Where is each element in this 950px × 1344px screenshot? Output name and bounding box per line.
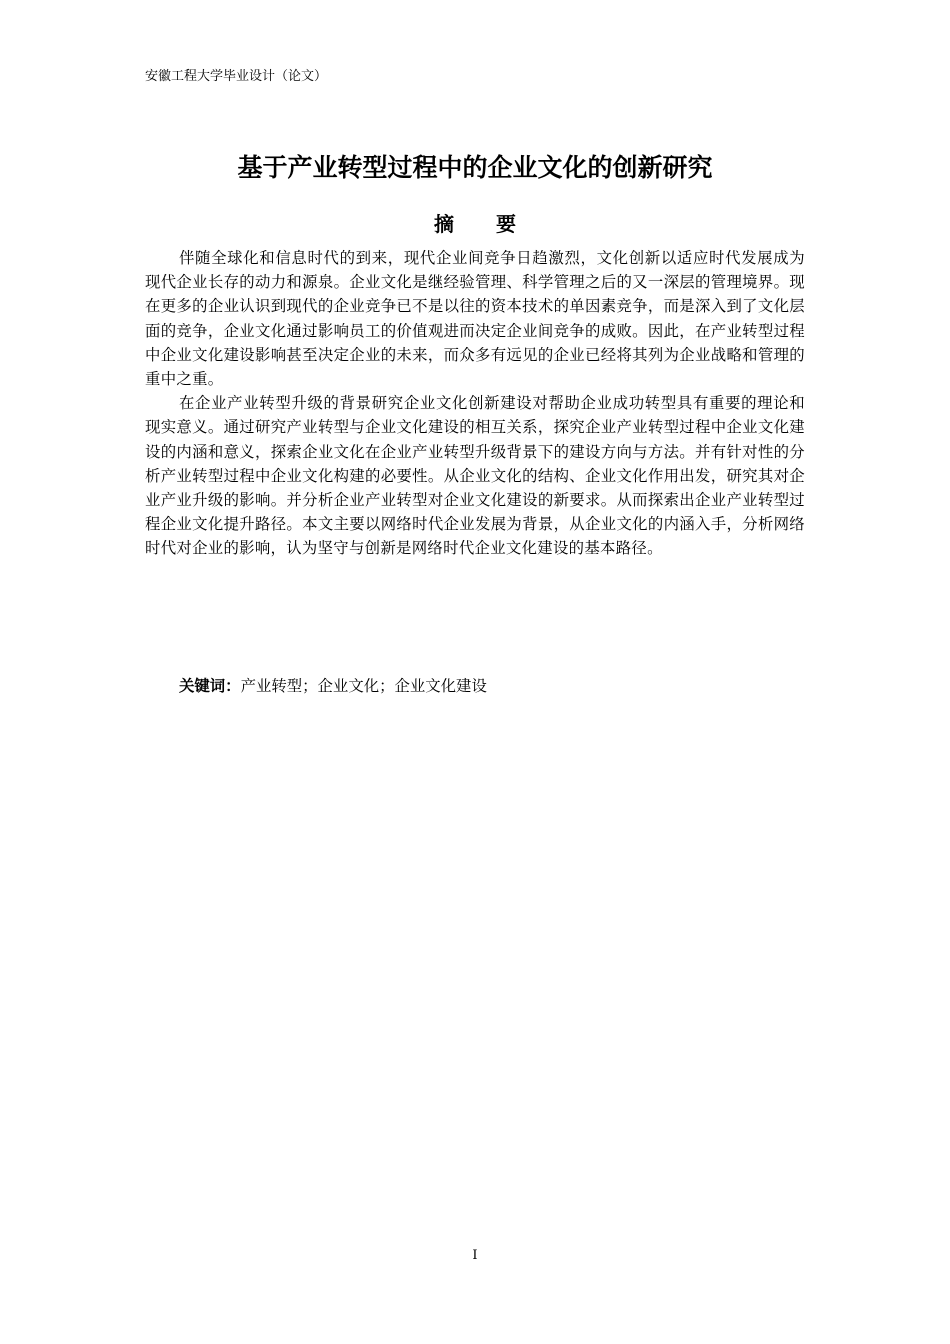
keywords-label: 关键词： (179, 677, 241, 695)
abstract-body (145, 246, 805, 561)
running-header: 安徽工程大学毕业设计（论文） (145, 69, 328, 84)
document-title: 基于产业转型过程中的企业文化的创新研究 (237, 153, 713, 182)
abstract-paragraph-2: 在企业产业转型升级的背景研究企业文化创新建设对帮助企业成功转型具有重要的理论和现实意义。通过研究产业转型与企业文化建设的相互关系，探究企业产业转型过程中企业文化建设的内涵和意义，探索企业文化在企业产业转型升级背景下的建设方向与方法。并有针对性的分析产业转型过程中企业文化构建的必要性。从企业文化的结构、企业文化作用出发，研究其对企业产业升级的影响。并分析企业产业转型对企业文化建设的新要求。从而探索出企业产业转型过程企业文化提升路径。本文主要以网络时代企业发展为背景，从企业文化的内涵入手，分析网络时代对企业的影响，认为坚守与创新是网络时代企业文化建设的基本路径。 (145, 394, 805, 558)
page-number: I (472, 1248, 478, 1263)
abstract-heading: 摘要 (434, 212, 558, 236)
keywords-text: 产业转型；企业文化；企业文化建设 (240, 677, 487, 695)
abstract-paragraph-1: 伴随全球化和信息时代的到来，现代企业间竞争日趋激烈，文化创新以适应时代发展成为现代企业长存的动力和源泉。企业文化是继经验管理、科学管理之后的又一深层的管理境界。现在更多的企业认识到现代的企业竞争已不是以往的资本技术的单因素竞争，而是深入到了文化层面的竞争，企业文化通过影响员工的价值观进而决定企业间竞争的成败。因此，在产业转型过程中企业文化建设影响甚至决定企业的未来，而众多有远见的企业已经将其列为企业战略和管理的重中之重。 (145, 249, 805, 389)
keywords-line (179, 674, 487, 698)
header-rule (145, 97, 805, 98)
